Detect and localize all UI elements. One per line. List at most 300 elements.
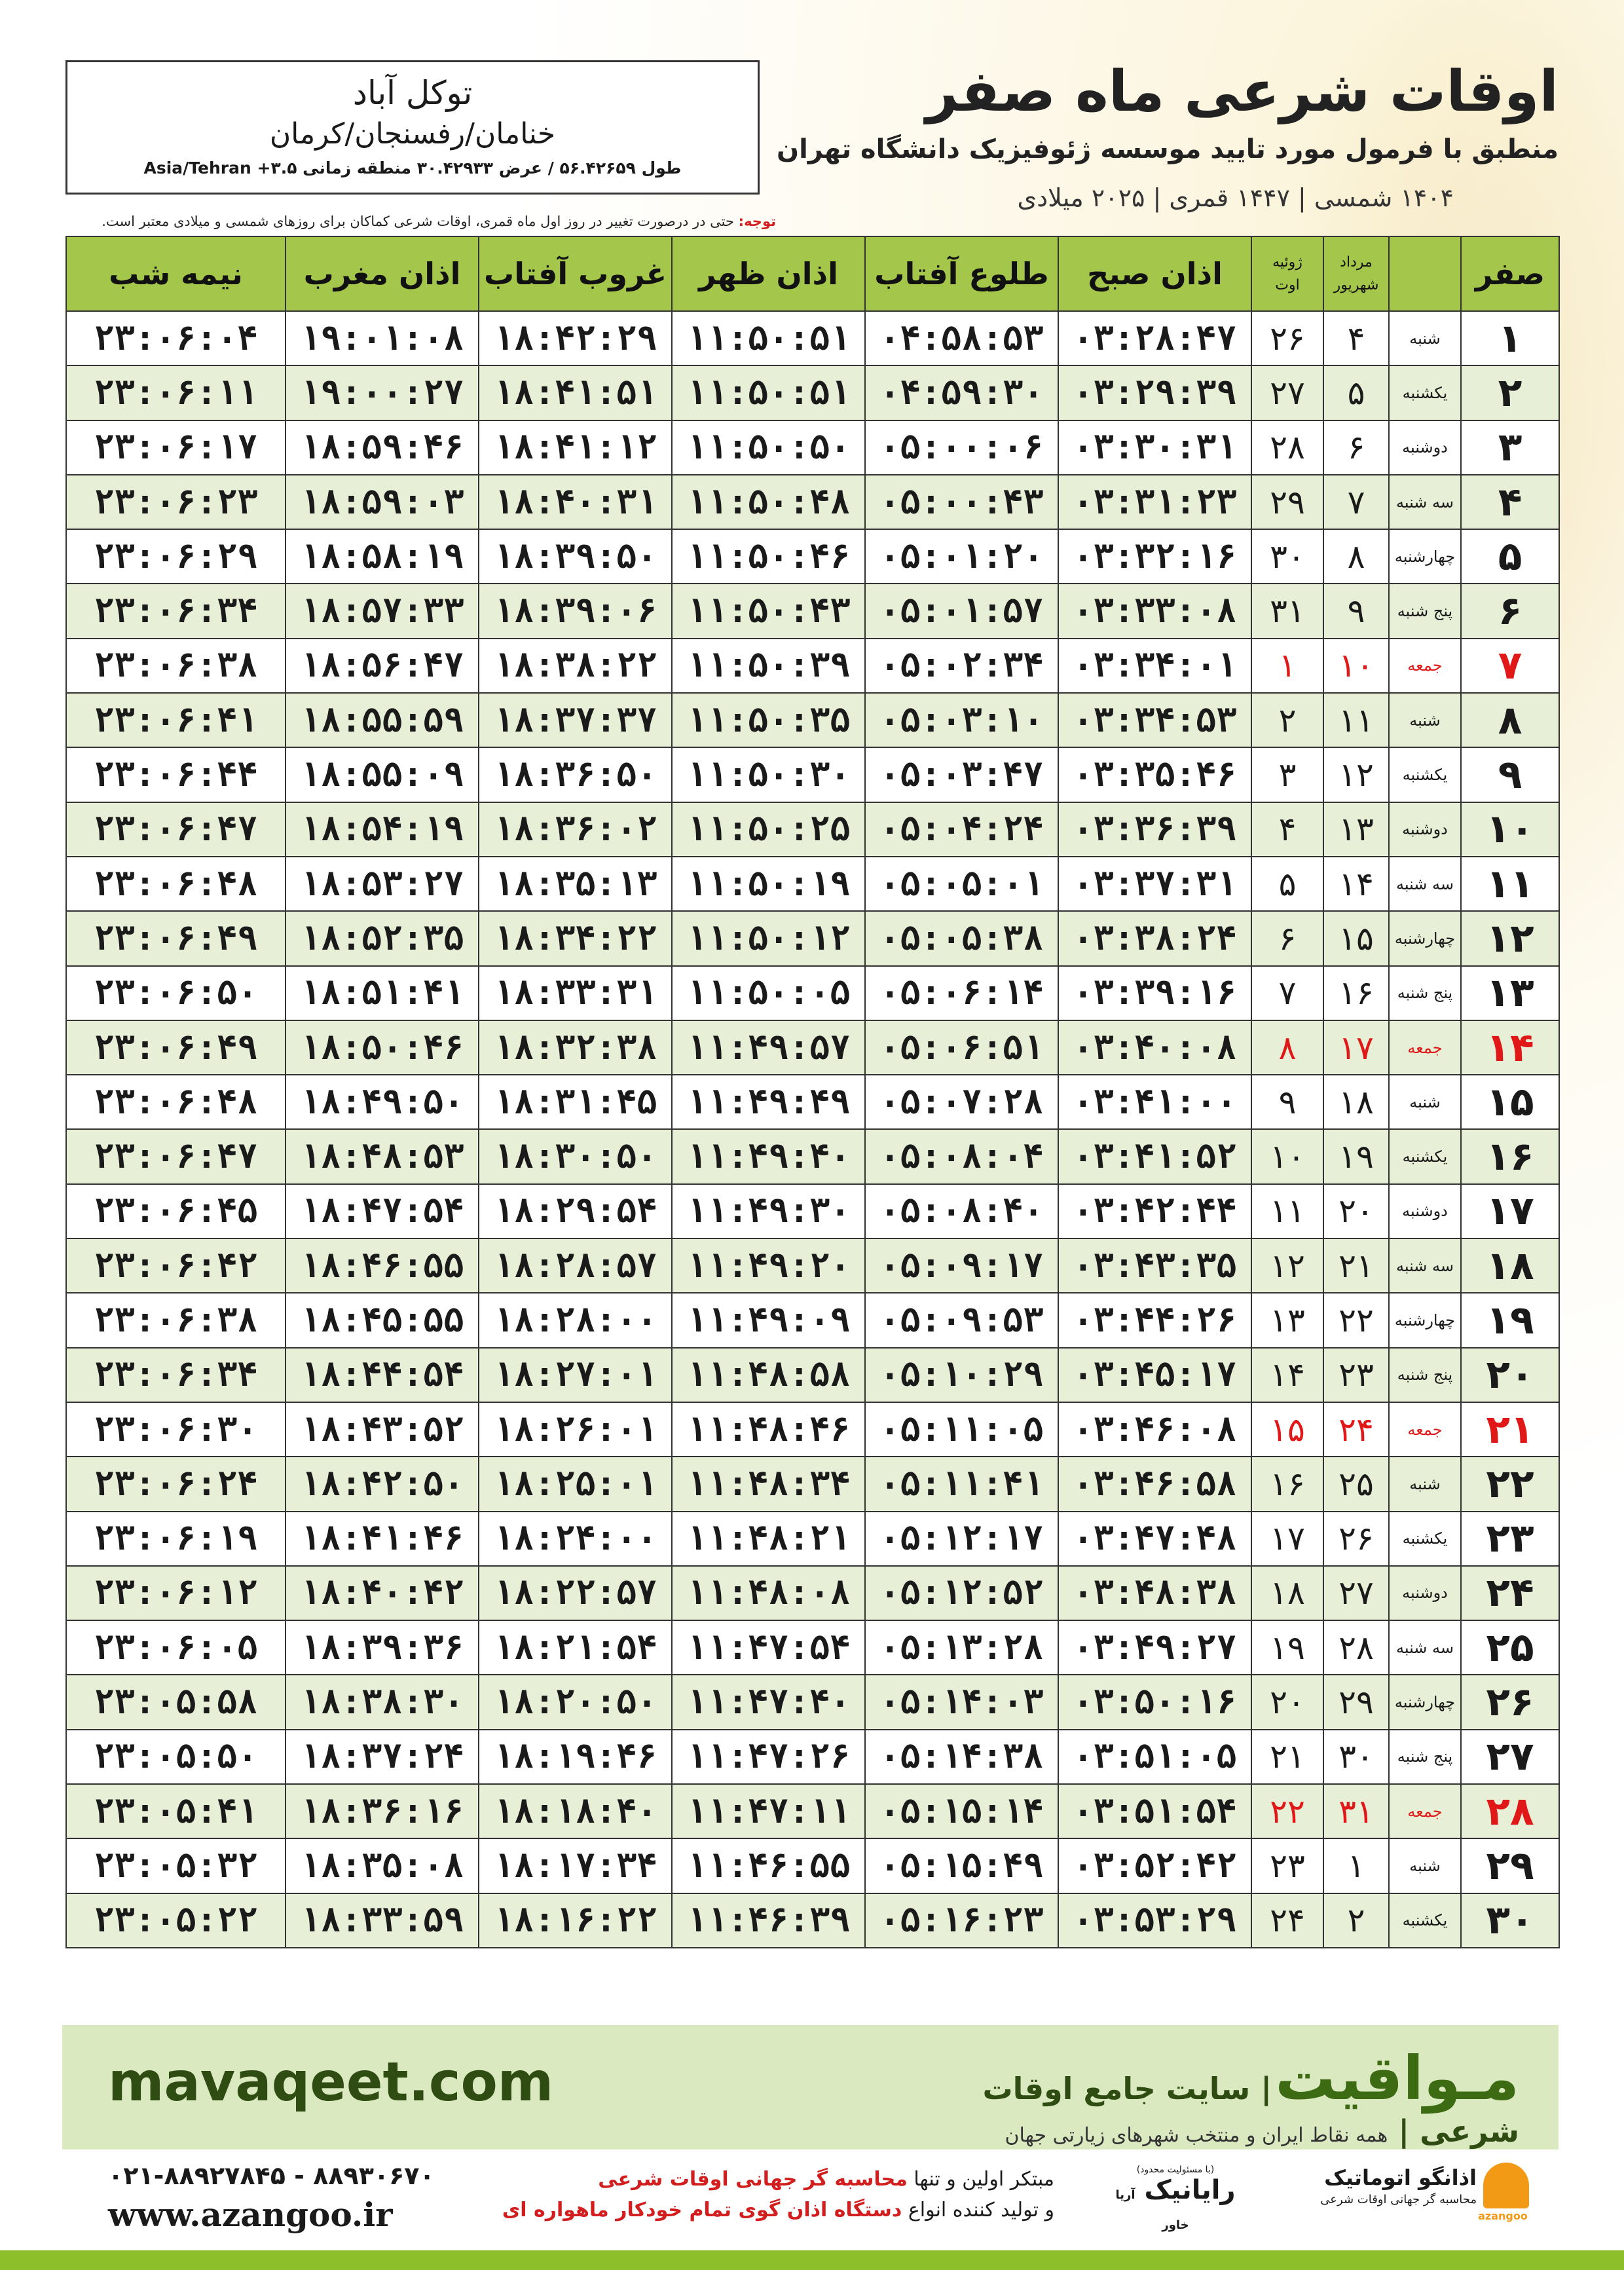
- cell-midnight: ۲۳:۰۶:۴۲: [66, 1238, 286, 1293]
- cell-sunrise: ۰۵:۱۱:۰۵: [865, 1402, 1058, 1457]
- cell-sunset: ۱۸:۳۱:۴۵: [479, 1075, 672, 1129]
- table-row: [66, 1512, 1559, 1566]
- table-row: [66, 584, 1559, 638]
- cell-weekday: شنبه: [1389, 311, 1461, 365]
- cell-day: ۲۲: [1461, 1457, 1559, 1511]
- cell-weekday: چهارشنبه: [1389, 529, 1461, 584]
- cell-midnight: ۲۳:۰۶:۴۸: [66, 857, 286, 911]
- cell-sunset: ۱۸:۳۰:۵۰: [479, 1129, 672, 1183]
- cell-dhuhr: ۱۱:۴۹:۵۷: [672, 1020, 865, 1075]
- cell-fajr: ۰۳:۴۶:۰۸: [1058, 1402, 1251, 1457]
- cell-fajr: ۰۳:۳۷:۳۱: [1058, 857, 1251, 911]
- cell-greg: ۲۶: [1251, 311, 1323, 365]
- cell-weekday: یکشنبه: [1389, 1893, 1461, 1948]
- cell-weekday: جمعه: [1389, 1784, 1461, 1838]
- cell-shamsi: ۱: [1323, 1838, 1389, 1893]
- cell-dhuhr: ۱۱:۵۰:۵۰: [672, 420, 865, 475]
- cell-fajr: ۰۳:۳۴:۵۳: [1058, 693, 1251, 747]
- cell-maghrib: ۱۸:۴۳:۵۲: [286, 1402, 479, 1457]
- table-body: [66, 311, 1559, 1948]
- cell-maghrib: ۱۸:۳۹:۳۶: [286, 1620, 479, 1675]
- cell-sunrise: ۰۵:۱۲:۱۷: [865, 1512, 1058, 1566]
- cell-midnight: ۲۳:۰۶:۴۹: [66, 911, 286, 965]
- header-sunrise: طلوع آفتاب: [865, 236, 1058, 311]
- location-box: [65, 60, 760, 195]
- cell-maghrib: ۱۸:۴۹:۵۰: [286, 1075, 479, 1129]
- cell-maghrib: ۱۸:۵۹:۴۶: [286, 420, 479, 475]
- cell-fajr: ۰۳:۵۱:۰۵: [1058, 1730, 1251, 1784]
- cell-maghrib: ۱۸:۵۵:۰۹: [286, 747, 479, 802]
- cell-shamsi: ۲۰: [1323, 1184, 1389, 1238]
- cell-fajr: ۰۳:۳۲:۱۶: [1058, 529, 1251, 584]
- cell-sunrise: ۰۵:۱۰:۲۹: [865, 1348, 1058, 1402]
- cell-dhuhr: ۱۱:۵۰:۵۱: [672, 365, 865, 420]
- cell-maghrib: ۱۸:۵۲:۳۵: [286, 911, 479, 965]
- cell-shamsi: ۸: [1323, 529, 1389, 584]
- cell-midnight: ۲۳:۰۶:۴۱: [66, 693, 286, 747]
- cell-midnight: ۲۳:۰۶:۴۴: [66, 747, 286, 802]
- table-header-row: [66, 236, 1559, 311]
- cell-greg: ۲۸: [1251, 420, 1323, 475]
- cell-fajr: ۰۳:۴۸:۳۸: [1058, 1566, 1251, 1620]
- cell-weekday: شنبه: [1389, 1838, 1461, 1893]
- cell-fajr: ۰۳:۳۱:۲۳: [1058, 475, 1251, 529]
- table-row: [66, 1129, 1559, 1183]
- table-row: [66, 1075, 1559, 1129]
- cell-greg: ۲۹: [1251, 475, 1323, 529]
- cell-fajr: ۰۳:۴۱:۰۰: [1058, 1075, 1251, 1129]
- cell-maghrib: ۱۸:۵۷:۳۳: [286, 584, 479, 638]
- cell-maghrib: ۱۸:۳۳:۵۹: [286, 1893, 479, 1948]
- cell-midnight: ۲۳:۰۵:۵۸: [66, 1675, 286, 1729]
- cell-weekday: یکشنبه: [1389, 1512, 1461, 1566]
- cell-maghrib: ۱۸:۳۷:۲۴: [286, 1730, 479, 1784]
- cell-greg: ۱: [1251, 639, 1323, 693]
- cell-sunset: ۱۸:۱۶:۲۲: [479, 1893, 672, 1948]
- cell-sunset: ۱۸:۲۰:۵۰: [479, 1675, 672, 1729]
- cell-greg: ۱۳: [1251, 1293, 1323, 1347]
- cell-dhuhr: ۱۱:۴۹:۳۰: [672, 1184, 865, 1238]
- cell-sunset: ۱۸:۲۸:۵۷: [479, 1238, 672, 1293]
- cell-sunrise: ۰۵:۱۲:۵۲: [865, 1566, 1058, 1620]
- table-row: [66, 1020, 1559, 1075]
- cell-sunset: ۱۸:۲۱:۵۴: [479, 1620, 672, 1675]
- cell-midnight: ۲۳:۰۶:۴۵: [66, 1184, 286, 1238]
- cell-sunrise: ۰۵:۰۳:۴۷: [865, 747, 1058, 802]
- cell-sunrise: ۰۵:۰۱:۲۰: [865, 529, 1058, 584]
- cell-weekday: دوشنبه: [1389, 802, 1461, 857]
- cell-maghrib: ۱۸:۳۸:۳۰: [286, 1675, 479, 1729]
- cell-sunset: ۱۸:۱۹:۴۶: [479, 1730, 672, 1784]
- header-weekday: [1389, 236, 1461, 311]
- cell-midnight: ۲۳:۰۶:۴۷: [66, 802, 286, 857]
- page-subtitle: منطبق با فرمول مورد تایید موسسه ژئوفیزیک دانشگاه تهران: [776, 134, 1559, 164]
- prayer-times-table: [65, 236, 1560, 1948]
- cell-day: ۱۵: [1461, 1075, 1559, 1129]
- cell-midnight: ۲۳:۰۵:۲۲: [66, 1893, 286, 1948]
- cell-dhuhr: ۱۱:۵۰:۳۰: [672, 747, 865, 802]
- cell-day: ۹: [1461, 747, 1559, 802]
- cell-weekday: سه شنبه: [1389, 1620, 1461, 1675]
- cell-weekday: شنبه: [1389, 1075, 1461, 1129]
- cell-sunrise: ۰۵:۱۴:۳۸: [865, 1730, 1058, 1784]
- cell-greg: ۲۰: [1251, 1675, 1323, 1729]
- cell-shamsi: ۱۴: [1323, 857, 1389, 911]
- cell-shamsi: ۲۵: [1323, 1457, 1389, 1511]
- cell-sunrise: ۰۴:۵۸:۵۳: [865, 311, 1058, 365]
- cell-sunset: ۱۸:۳۹:۵۰: [479, 529, 672, 584]
- cell-day: ۳: [1461, 420, 1559, 475]
- cell-greg: ۸: [1251, 1020, 1323, 1075]
- cell-day: ۱۶: [1461, 1129, 1559, 1183]
- table-row: [66, 1184, 1559, 1238]
- cell-shamsi: ۱۶: [1323, 966, 1389, 1020]
- cell-sunset: ۱۸:۱۷:۳۴: [479, 1838, 672, 1893]
- cell-maghrib: ۱۸:۴۰:۴۲: [286, 1566, 479, 1620]
- cell-sunset: ۱۸:۳۳:۳۱: [479, 966, 672, 1020]
- cell-midnight: ۲۳:۰۶:۲۳: [66, 475, 286, 529]
- cell-day: ۳۰: [1461, 1893, 1559, 1948]
- cell-greg: ۵: [1251, 857, 1323, 911]
- cell-sunrise: ۰۵:۱۳:۲۸: [865, 1620, 1058, 1675]
- cell-weekday: جمعه: [1389, 1402, 1461, 1457]
- cell-midnight: ۲۳:۰۶:۲۹: [66, 529, 286, 584]
- cell-day: ۴: [1461, 475, 1559, 529]
- cell-maghrib: ۱۸:۴۷:۵۴: [286, 1184, 479, 1238]
- cell-greg: ۱۷: [1251, 1512, 1323, 1566]
- table-row: [66, 1348, 1559, 1402]
- cell-shamsi: ۱۷: [1323, 1020, 1389, 1075]
- cell-sunrise: ۰۵:۰۸:۰۴: [865, 1129, 1058, 1183]
- cell-sunrise: ۰۵:۰۹:۱۷: [865, 1238, 1058, 1293]
- cell-dhuhr: ۱۱:۵۰:۲۵: [672, 802, 865, 857]
- table-row: [66, 747, 1559, 802]
- cell-fajr: ۰۳:۳۰:۳۱: [1058, 420, 1251, 475]
- cell-day: ۲۴: [1461, 1566, 1559, 1620]
- cell-shamsi: ۱۵: [1323, 911, 1389, 965]
- cell-maghrib: ۱۸:۴۶:۵۵: [286, 1238, 479, 1293]
- cell-fajr: ۰۳:۴۳:۳۵: [1058, 1238, 1251, 1293]
- cell-dhuhr: ۱۱:۴۸:۰۸: [672, 1566, 865, 1620]
- cell-sunset: ۱۸:۲۲:۵۷: [479, 1566, 672, 1620]
- cell-greg: ۳۱: [1251, 584, 1323, 638]
- header-sunset: غروب آفتاب: [479, 236, 672, 311]
- cell-maghrib: ۱۸:۳۵:۰۸: [286, 1838, 479, 1893]
- cell-maghrib: ۱۸:۵۵:۵۹: [286, 693, 479, 747]
- cell-day: ۱۹: [1461, 1293, 1559, 1347]
- brand-tagline: | سایت جامع اوقات شرعی |: [982, 2071, 1519, 2149]
- table-row: [66, 1457, 1559, 1511]
- cell-midnight: ۲۳:۰۶:۱۹: [66, 1512, 286, 1566]
- cell-dhuhr: ۱۱:۵۰:۱۹: [672, 857, 865, 911]
- cell-midnight: ۲۳:۰۶:۱۷: [66, 420, 286, 475]
- cell-sunset: ۱۸:۳۸:۲۲: [479, 639, 672, 693]
- cell-sunrise: ۰۵:۰۴:۲۴: [865, 802, 1058, 857]
- cell-shamsi: ۲۱: [1323, 1238, 1389, 1293]
- table-row: [66, 911, 1559, 965]
- cell-shamsi: ۲۷: [1323, 1566, 1389, 1620]
- cell-weekday: جمعه: [1389, 1020, 1461, 1075]
- cell-day: ۱۲: [1461, 911, 1559, 965]
- cell-shamsi: ۹: [1323, 584, 1389, 638]
- cell-greg: ۷: [1251, 966, 1323, 1020]
- cell-midnight: ۲۳:۰۶:۴۸: [66, 1075, 286, 1129]
- cell-fajr: ۰۳:۴۰:۰۸: [1058, 1020, 1251, 1075]
- cell-sunrise: ۰۵:۰۵:۰۱: [865, 857, 1058, 911]
- cell-day: ۲۹: [1461, 1838, 1559, 1893]
- cell-sunrise: ۰۵:۰۰:۰۶: [865, 420, 1058, 475]
- cell-shamsi: ۱۲: [1323, 747, 1389, 802]
- cell-day: ۲۶: [1461, 1675, 1559, 1729]
- azangoo-mark-icon: [1483, 2163, 1529, 2208]
- cell-fajr: ۰۳:۴۹:۲۷: [1058, 1620, 1251, 1675]
- cell-sunrise: ۰۵:۰۳:۱۰: [865, 693, 1058, 747]
- cell-weekday: شنبه: [1389, 693, 1461, 747]
- cell-fajr: ۰۳:۴۴:۲۶: [1058, 1293, 1251, 1347]
- cell-maghrib: ۱۹:۰۰:۲۷: [286, 365, 479, 420]
- cell-weekday: سه شنبه: [1389, 1238, 1461, 1293]
- cell-maghrib: ۱۸:۴۲:۵۰: [286, 1457, 479, 1511]
- cell-midnight: ۲۳:۰۵:۵۰: [66, 1730, 286, 1784]
- cell-sunset: ۱۸:۲۸:۰۰: [479, 1293, 672, 1347]
- azangoo-logo: اذانگو اتوماتیک محاسبه گر جهانی اوقات شرعی azangoo: [1287, 2161, 1529, 2220]
- cell-day: ۱۷: [1461, 1184, 1559, 1238]
- cell-greg: ۲۱: [1251, 1730, 1323, 1784]
- cell-sunrise: ۰۵:۰۶:۵۱: [865, 1020, 1058, 1075]
- cell-maghrib: ۱۸:۴۵:۵۵: [286, 1293, 479, 1347]
- cell-day: ۱۳: [1461, 966, 1559, 1020]
- cell-maghrib: ۱۸:۵۳:۲۷: [286, 857, 479, 911]
- notice: [62, 214, 776, 229]
- brand-sub: همه نقاط ایران و منتخب شهرهای زیارتی جهان: [1005, 2124, 1388, 2147]
- cell-sunrise: ۰۵:۱۵:۱۴: [865, 1784, 1058, 1838]
- cell-greg: ۱۸: [1251, 1566, 1323, 1620]
- cell-dhuhr: ۱۱:۵۰:۰۵: [672, 966, 865, 1020]
- coordinates: طول ۵۶.۴۲۶۵۹ / عرض ۳۰.۴۲۹۳۳ منطقه زمانی ۳.۵+ Asia/Tehran: [143, 158, 682, 177]
- cell-sunrise: ۰۵:۰۱:۵۷: [865, 584, 1058, 638]
- cell-sunset: ۱۸:۳۷:۳۷: [479, 693, 672, 747]
- cell-sunrise: ۰۴:۵۹:۳۰: [865, 365, 1058, 420]
- cell-sunrise: ۰۵:۰۹:۵۳: [865, 1293, 1058, 1347]
- cell-weekday: یکشنبه: [1389, 747, 1461, 802]
- cell-midnight: ۲۳:۰۶:۱۲: [66, 1566, 286, 1620]
- cell-fajr: ۰۳:۳۹:۱۶: [1058, 966, 1251, 1020]
- cell-midnight: ۲۳:۰۶:۰۵: [66, 1620, 286, 1675]
- cell-maghrib: ۱۸:۴۴:۵۴: [286, 1348, 479, 1402]
- cell-weekday: دوشنبه: [1389, 1566, 1461, 1620]
- table-row: [66, 857, 1559, 911]
- cell-midnight: ۲۳:۰۶:۴۹: [66, 1020, 286, 1075]
- cell-fajr: ۰۳:۳۸:۲۴: [1058, 911, 1251, 965]
- cell-weekday: پنج شنبه: [1389, 584, 1461, 638]
- cell-day: ۲۳: [1461, 1512, 1559, 1566]
- cell-day: ۵: [1461, 529, 1559, 584]
- cell-sunset: ۱۸:۲۶:۰۱: [479, 1402, 672, 1457]
- cell-dhuhr: ۱۱:۴۹:۲۰: [672, 1238, 865, 1293]
- page-title: اوقات شرعی ماه صفر: [925, 59, 1559, 124]
- cell-sunset: ۱۸:۲۵:۰۱: [479, 1457, 672, 1511]
- cell-sunset: ۱۸:۳۹:۰۶: [479, 584, 672, 638]
- cell-midnight: ۲۳:۰۵:۴۱: [66, 1784, 286, 1838]
- cell-sunset: ۱۸:۲۷:۰۱: [479, 1348, 672, 1402]
- cell-weekday: یکشنبه: [1389, 365, 1461, 420]
- cell-weekday: چهارشنبه: [1389, 1293, 1461, 1347]
- cell-dhuhr: ۱۱:۴۸:۴۶: [672, 1402, 865, 1457]
- header-dhuhr: اذان ظهر: [672, 236, 865, 311]
- cell-day: ۱۸: [1461, 1238, 1559, 1293]
- cell-sunset: ۱۸:۱۸:۴۰: [479, 1784, 672, 1838]
- date-line: ۱۴۰۴ شمسی | ۱۴۴۷ قمری | ۲۰۲۵ میلادی: [1017, 183, 1454, 212]
- cell-dhuhr: ۱۱:۵۰:۱۲: [672, 911, 865, 965]
- cell-midnight: ۲۳:۰۵:۳۲: [66, 1838, 286, 1893]
- cell-maghrib: ۱۸:۵۸:۱۹: [286, 529, 479, 584]
- cell-maghrib: ۱۸:۴۸:۵۳: [286, 1129, 479, 1183]
- cell-dhuhr: ۱۱:۴۷:۴۰: [672, 1675, 865, 1729]
- cell-greg: ۱۴: [1251, 1348, 1323, 1402]
- cell-greg: ۲۳: [1251, 1838, 1323, 1893]
- header-gregorian: ژوئیه اوت: [1251, 236, 1323, 311]
- cell-greg: ۱۹: [1251, 1620, 1323, 1675]
- cell-midnight: ۲۳:۰۶:۳۰: [66, 1402, 286, 1457]
- cell-weekday: چهارشنبه: [1389, 1675, 1461, 1729]
- header-month: صفر: [1461, 236, 1559, 311]
- cell-greg: ۱۱: [1251, 1184, 1323, 1238]
- cell-dhuhr: ۱۱:۴۷:۲۶: [672, 1730, 865, 1784]
- cell-weekday: جمعه: [1389, 639, 1461, 693]
- table-row: [66, 1675, 1559, 1729]
- table-row: [66, 529, 1559, 584]
- cell-sunset: ۱۸:۳۴:۲۲: [479, 911, 672, 965]
- cell-weekday: پنج شنبه: [1389, 1348, 1461, 1402]
- cell-shamsi: ۲۳: [1323, 1348, 1389, 1402]
- cell-sunset: ۱۸:۴۱:۱۲: [479, 420, 672, 475]
- cell-dhuhr: ۱۱:۴۷:۵۴: [672, 1620, 865, 1675]
- cell-fajr: ۰۳:۴۲:۴۴: [1058, 1184, 1251, 1238]
- cell-weekday: پنج شنبه: [1389, 1730, 1461, 1784]
- header-maghrib: اذان مغرب: [286, 236, 479, 311]
- cell-fajr: ۰۳:۵۱:۵۴: [1058, 1784, 1251, 1838]
- cell-shamsi: ۲۹: [1323, 1675, 1389, 1729]
- azangoo-url[interactable]: www.azangoo.ir: [108, 2195, 393, 2234]
- cell-maghrib: ۱۸:۵۱:۴۱: [286, 966, 479, 1020]
- header-midnight: نیمه شب: [66, 236, 286, 311]
- table-row: [66, 966, 1559, 1020]
- cell-dhuhr: ۱۱:۴۹:۰۹: [672, 1293, 865, 1347]
- cell-shamsi: ۵: [1323, 365, 1389, 420]
- cell-fajr: ۰۳:۵۲:۴۲: [1058, 1838, 1251, 1893]
- cell-sunset: ۱۸:۳۶:۰۲: [479, 802, 672, 857]
- cell-sunrise: ۰۵:۱۵:۴۹: [865, 1838, 1058, 1893]
- cell-shamsi: ۱۸: [1323, 1075, 1389, 1129]
- region-name: خنامان/رفسنجان/کرمان: [269, 117, 556, 151]
- cell-day: ۶: [1461, 584, 1559, 638]
- cell-sunrise: ۰۵:۰۲:۳۴: [865, 639, 1058, 693]
- cell-dhuhr: ۱۱:۵۰:۵۱: [672, 311, 865, 365]
- table-row: [66, 1293, 1559, 1347]
- rayanik-logo: (با مسئولیت محدود) رایانیک آریا خاور: [1115, 2165, 1236, 2232]
- table-row: [66, 802, 1559, 857]
- table-row: [66, 1566, 1559, 1620]
- cell-greg: ۶: [1251, 911, 1323, 965]
- cell-fajr: ۰۳:۳۶:۳۹: [1058, 802, 1251, 857]
- cell-shamsi: ۱۹: [1323, 1129, 1389, 1183]
- cell-sunset: ۱۸:۴۰:۳۱: [479, 475, 672, 529]
- cell-weekday: سه شنبه: [1389, 475, 1461, 529]
- cell-dhuhr: ۱۱:۴۸:۲۱: [672, 1512, 865, 1566]
- cell-sunset: ۱۸:۲۴:۰۰: [479, 1512, 672, 1566]
- table-row: [66, 365, 1559, 420]
- cell-shamsi: ۷: [1323, 475, 1389, 529]
- cell-day: ۲۵: [1461, 1620, 1559, 1675]
- cell-midnight: ۲۳:۰۶:۴۷: [66, 1129, 286, 1183]
- cell-midnight: ۲۳:۰۶:۳۴: [66, 584, 286, 638]
- cell-dhuhr: ۱۱:۴۹:۴۹: [672, 1075, 865, 1129]
- cell-shamsi: ۶: [1323, 420, 1389, 475]
- cell-weekday: پنج شنبه: [1389, 966, 1461, 1020]
- cell-midnight: ۲۳:۰۶:۰۴: [66, 311, 286, 365]
- cell-greg: ۲۲: [1251, 1784, 1323, 1838]
- table-row: [66, 693, 1559, 747]
- cell-day: ۱۴: [1461, 1020, 1559, 1075]
- cell-weekday: چهارشنبه: [1389, 911, 1461, 965]
- cell-sunrise: ۰۵:۰۷:۲۸: [865, 1075, 1058, 1129]
- cell-sunset: ۱۸:۳۲:۳۸: [479, 1020, 672, 1075]
- cell-greg: ۴: [1251, 802, 1323, 857]
- notice-text: حتی در درصورت تغییر در روز اول ماه قمری، اوقات شرعی کماکان برای روزهای شمسی و میلادی معتبر است.: [101, 214, 734, 229]
- cell-fajr: ۰۳:۳۵:۴۶: [1058, 747, 1251, 802]
- table-row: [66, 475, 1559, 529]
- cell-maghrib: ۱۸:۵۴:۱۹: [286, 802, 479, 857]
- cell-dhuhr: ۱۱:۵۰:۳۵: [672, 693, 865, 747]
- cell-maghrib: ۱۹:۰۱:۰۸: [286, 311, 479, 365]
- cell-fajr: ۰۳:۴۵:۱۷: [1058, 1348, 1251, 1402]
- cell-greg: ۲۴: [1251, 1893, 1323, 1948]
- cell-greg: ۹: [1251, 1075, 1323, 1129]
- cell-weekday: سه شنبه: [1389, 857, 1461, 911]
- cell-sunset: ۱۸:۳۶:۵۰: [479, 747, 672, 802]
- cell-greg: ۱۵: [1251, 1402, 1323, 1457]
- cell-fajr: ۰۳:۲۹:۳۹: [1058, 365, 1251, 420]
- cell-weekday: دوشنبه: [1389, 1184, 1461, 1238]
- cell-weekday: دوشنبه: [1389, 420, 1461, 475]
- cell-day: ۷: [1461, 639, 1559, 693]
- notice-label: توجه:: [738, 214, 776, 229]
- cell-sunrise: ۰۵:۱۶:۲۳: [865, 1893, 1058, 1948]
- cell-day: ۱: [1461, 311, 1559, 365]
- site-url[interactable]: mavaqeet.com: [108, 2051, 554, 2113]
- cell-greg: ۱۰: [1251, 1129, 1323, 1183]
- cell-fajr: ۰۳:۵۳:۲۹: [1058, 1893, 1251, 1948]
- table-row: [66, 1620, 1559, 1675]
- cell-fajr: ۰۳:۵۰:۱۶: [1058, 1675, 1251, 1729]
- cell-dhuhr: ۱۱:۴۸:۵۸: [672, 1348, 865, 1402]
- table-row: [66, 420, 1559, 475]
- cell-maghrib: ۱۸:۳۶:۱۶: [286, 1784, 479, 1838]
- table-row: [66, 639, 1559, 693]
- cell-midnight: ۲۳:۰۶:۱۱: [66, 365, 286, 420]
- cell-fajr: ۰۳:۳۳:۰۸: [1058, 584, 1251, 638]
- cell-dhuhr: ۱۱:۵۰:۴۳: [672, 584, 865, 638]
- cell-dhuhr: ۱۱:۴۸:۳۴: [672, 1457, 865, 1511]
- cell-greg: ۳۰: [1251, 529, 1323, 584]
- cell-greg: ۲۷: [1251, 365, 1323, 420]
- cell-dhuhr: ۱۱:۵۰:۴۸: [672, 475, 865, 529]
- cell-day: ۸: [1461, 693, 1559, 747]
- brand-block: [943, 2043, 1519, 2149]
- cell-sunrise: ۰۵:۱۱:۴۱: [865, 1457, 1058, 1511]
- footer-text: مبتکر اولین و تنها محاسبه گر جهانی اوقات شرعی و تولید کننده انواع دستگاه اذان گوی تمام خودکار ماهواره ای: [502, 2168, 1054, 2222]
- cell-day: ۲: [1461, 365, 1559, 420]
